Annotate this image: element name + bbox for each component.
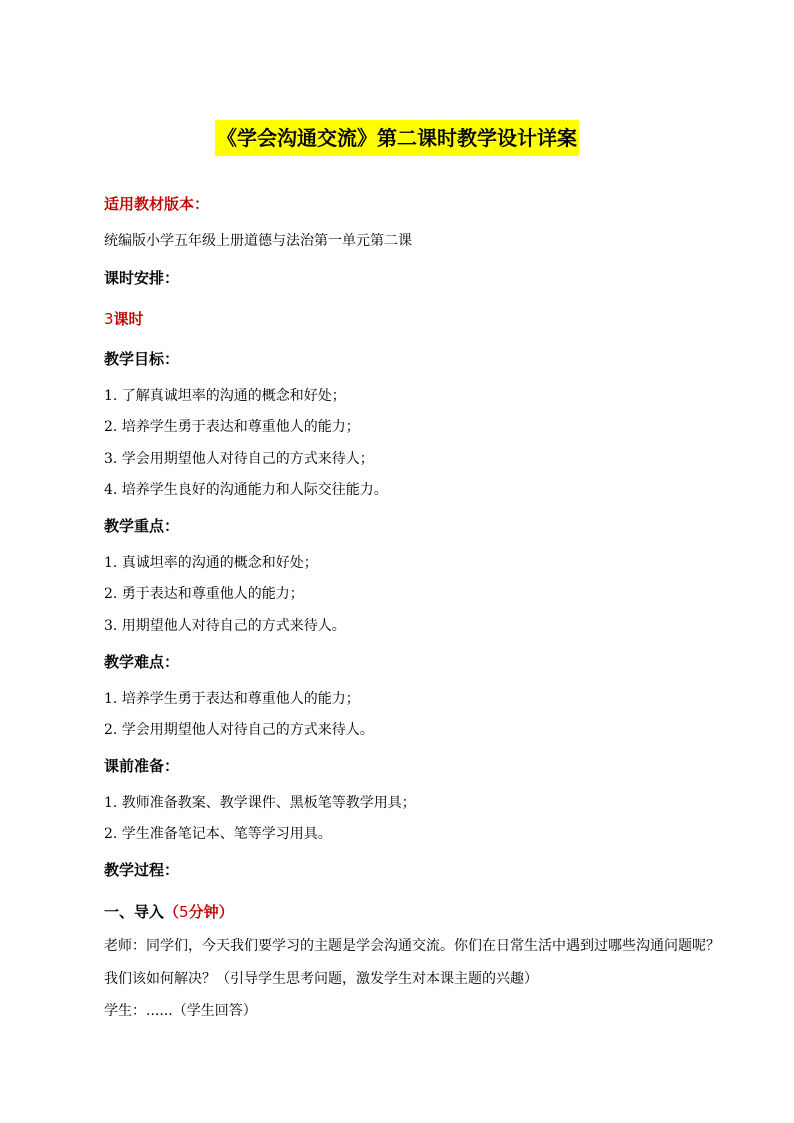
section-intro-heading bbox=[104, 901, 234, 923]
schedule-value-number: 3 bbox=[104, 310, 114, 328]
process-heading: 教学过程： bbox=[104, 861, 180, 879]
preparation-item-1: 1. 教师准备教案、教学课件、黑板笔等教学用具； bbox=[104, 795, 416, 811]
preparation-heading: 课前准备： bbox=[104, 757, 180, 775]
schedule-value-text: 课时 bbox=[113, 310, 144, 328]
teacher-paragraph: 老师：同学们，今天我们要学习的主题是学会沟通交流。你们在日常生活中遇到过哪些沟通问题呢？我们该如何解决？（引导学生思考问题，激发学生对本课主题的兴趣） bbox=[104, 938, 720, 987]
textbook-heading: 适用教材版本： bbox=[104, 195, 210, 213]
time-open-paren: （ bbox=[164, 903, 180, 921]
preparation-item-2: 2. 学生准备笔记本、笔等学习用具。 bbox=[104, 826, 332, 842]
difficulties-heading: 教学难点： bbox=[104, 653, 180, 671]
schedule-heading: 课时安排： bbox=[104, 269, 180, 287]
objective-item-3: 3. 学会用期望他人对待自己的方式来待人； bbox=[104, 451, 374, 467]
objectives-heading: 教学目标： bbox=[104, 350, 180, 368]
key-point-item-1: 1. 真诚坦率的沟通的概念和好处； bbox=[104, 555, 318, 571]
objective-item-4: 4. 培养学生良好的沟通能力和人际交往能力。 bbox=[104, 482, 388, 498]
difficulty-item-2: 2. 学会用期望他人对待自己的方式来待人。 bbox=[104, 722, 374, 738]
title-wrapper bbox=[0, 120, 794, 156]
key-points-heading: 教学重点： bbox=[104, 517, 180, 535]
key-point-item-2: 2. 勇于表达和尊重他人的能力； bbox=[104, 586, 304, 602]
time-close-paren: ） bbox=[218, 903, 234, 921]
document-title: 《学会沟通交流》第二课时教学设计详案 bbox=[215, 120, 579, 156]
section-intro-time bbox=[164, 903, 234, 921]
student-line: 学生：......（学生回答） bbox=[104, 1003, 257, 1019]
key-point-item-3: 3. 用期望他人对待自己的方式来待人。 bbox=[104, 618, 346, 634]
difficulty-item-1: 1. 培养学生勇于表达和尊重他人的能力； bbox=[104, 691, 360, 707]
objective-item-1: 1. 了解真诚坦率的沟通的概念和好处； bbox=[104, 388, 346, 404]
objective-item-2: 2. 培养学生勇于表达和尊重他人的能力； bbox=[104, 419, 360, 435]
section-intro-label: 一、导入 bbox=[104, 903, 165, 921]
schedule-value bbox=[104, 308, 144, 330]
time-unit: 分钟 bbox=[188, 903, 219, 921]
textbook-value: 统编版小学五年级上册道德与法治第一单元第二课 bbox=[104, 233, 412, 249]
time-number: 5 bbox=[179, 903, 189, 921]
